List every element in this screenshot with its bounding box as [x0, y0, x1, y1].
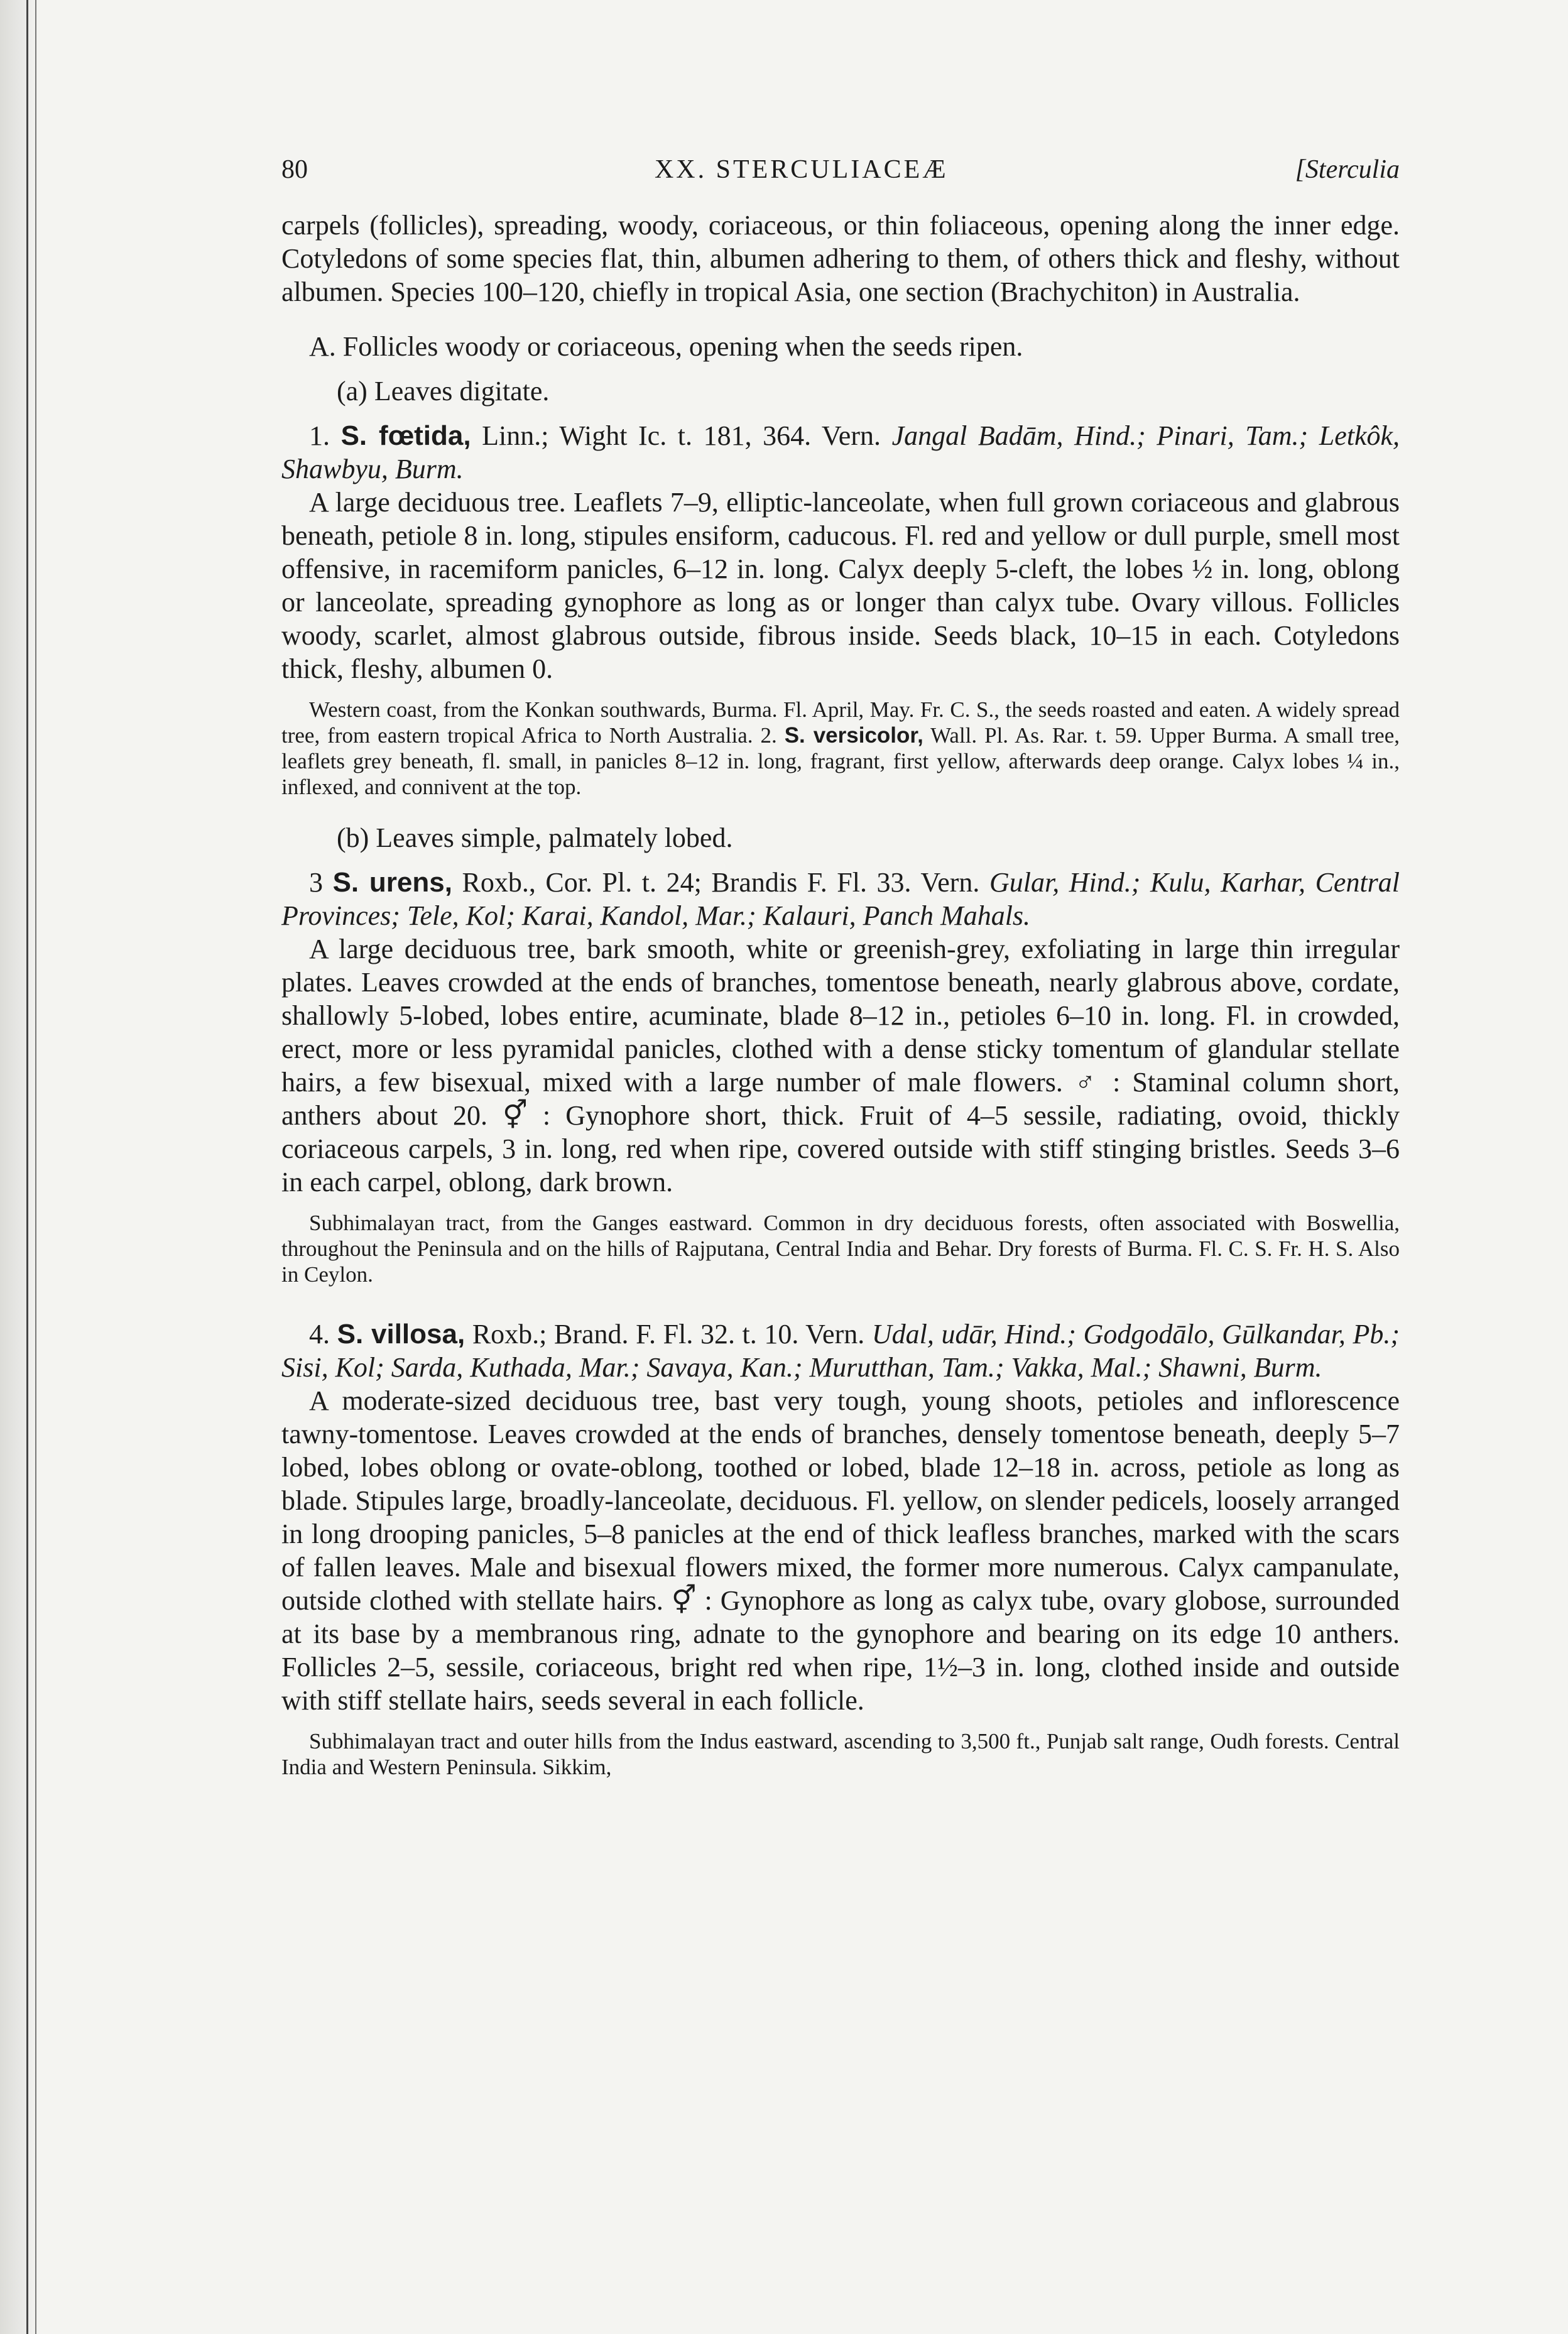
species-name: S. villosa,: [337, 1319, 466, 1350]
species-3-distribution: Subhimalayan tract, from the Ganges eastward. Common in dry deciduous forests, often associated with Boswellia, throughout the Peninsula and on the hills of Rajputana, Central India and Behar. Dry forests of Burma. Fl. C. S. Fr. H. S. Also in Ceylon.: [281, 1211, 1400, 1287]
note-text: Wall. Pl. As. Rar. t. 59. Upper Burma. A small tree, leaflets grey beneath, fl. small, in panicles 8–12 in. long, fragrant, first yellow, afterwards deep orange. Calyx lobes ¼ in., inflexed, and connivent at the top.: [281, 723, 1400, 799]
species-4-distribution: Subhimalayan tract and outer hills from the Indus eastward, ascending to 3,500 ft., Punjab salt range, Oudh forests. Central India and Western Peninsula. Sikkim,: [281, 1729, 1400, 1779]
note-number: 2.: [760, 723, 777, 748]
page-header: [281, 155, 1400, 185]
binding-edge-line-inner: [35, 0, 36, 2334]
note-species-name: S. versicolor,: [784, 723, 923, 748]
species-4-heading: [281, 1317, 1400, 1384]
species-vernacular: Gular, Hind.; Kulu, Karhar, Central Provinces; Tele, Kol; Karai, Kandol, Mar.; Kalauri, Panch Mahals.: [281, 867, 1400, 931]
binding-edge-line: [26, 0, 28, 2334]
species-vernacular: Udal, udār, Hind.; Godgodālo, Gūlkandar, Pb.; Sisi, Kol; Sarda, Kuthada, Mar.; Savaya, Kan.; Murutthan, Tam.; Vakka, Mal.; Shawni, Burm.: [281, 1319, 1400, 1383]
species-1-heading: [281, 419, 1400, 486]
page-number: 80: [281, 155, 308, 184]
subsection-heading-b: (b) Leaves simple, palmately lobed.: [337, 822, 733, 853]
species-1-description: A large deciduous tree. Leaflets 7–9, elliptic-lanceolate, when full grown coriaceous and glabrous beneath, petiole 8 in. long, stipules ensiform, caducous. Fl. red and yellow or dull purple, smell most offensive, in racemiform panicles, 6–12 in. long. Calyx deeply 5-cleft, the lobes ½ in. long, oblong or lanceolate, spreading gynophore as long as or longer than calyx tube. Ovary villous. Follicles woody, scarlet, almost glabrous outside, fibrous inside. Seeds black, 10–15 in each. Cotyledons thick, fleshy, albumen 0.: [281, 487, 1400, 684]
species-citation: Roxb., Cor. Pl. t. 24; Brandis F. Fl. 33. Vern.: [462, 867, 980, 898]
species-1-distribution: [281, 697, 1400, 800]
species-number: 3: [309, 867, 323, 898]
species-name: S. fœtida,: [340, 420, 471, 451]
species-citation: Linn.; Wight Ic. t. 181, 364. Vern.: [482, 420, 881, 451]
page-binding-shadow: [0, 0, 40, 2334]
section-heading-a: A. Follicles woody or coriaceous, opening when the seeds ripen.: [309, 331, 1023, 362]
subsection-heading-a: (a) Leaves digitate.: [337, 376, 550, 406]
chapter-title: XX. STERCULIACEÆ: [654, 155, 949, 184]
species-name: S. urens,: [332, 867, 452, 898]
intro-paragraph: carpels (follicles), spreading, woody, coriaceous, or thin foliaceous, opening along the inner edge. Cotyledons of some species flat, thin, albumen adhering to them, of others thick and fleshy, without albumen. Species 100–120, chiefly in tropical Asia, one section (Brachychiton) in Australia.: [281, 210, 1400, 307]
species-3-description: A large deciduous tree, bark smooth, white or greenish-grey, exfoliating in large thin irregular plates. Leaves crowded at the ends of branches, tomentose beneath, nearly glabrous above, cordate, shallowly 5-lobed, lobes entire, acuminate, blade 8–12 in., petioles 6–10 in. long. Fl. in crowded, erect, more or less pyramidal panicles, clothed with a dense sticky tomentum of glandular stellate hairs, a few bisexual, mixed with a large number of male flowers. ♂ : Staminal column short, anthers about 20. ⚥ : Gynophore short, thick. Fruit of 4–5 sessile, radiating, ovoid, thickly coriaceous carpels, 3 in. long, red when ripe, covered outside with stiff stinging bristles. Seeds 3–6 in each carpel, oblong, dark brown.: [281, 934, 1400, 1197]
species-vernacular: Jangal Badām, Hind.; Pinari, Tam.; Letkôk, Shawbyu, Burm.: [281, 420, 1400, 484]
species-3-heading: [281, 866, 1400, 932]
species-number: 1.: [309, 420, 330, 451]
species-4-description: A moderate-sized deciduous tree, bast very tough, young shoots, petioles and inflorescence tawny-tomentose. Leaves crowded at the ends of branches, densely tomentose beneath, deeply 5–7 lobed, lobes oblong or ovate-oblong, toothed or lobed, blade 12–18 in. across, petiole as long as blade. Stipules large, broadly-lanceolate, deciduous. Fl. yellow, on slender pedicels, loosely arranged in long drooping panicles, 5–8 panicles at the end of thick leafless branches, marked with the scars of fallen leaves. Male and bisexual flowers mixed, the former more numerous. Calyx campanulate, outside clothed with stellate hairs. ⚥ : Gynophore as long as calyx tube, ovary globose, surrounded at its base by a membranous ring, adnate to the gynophore and bearing on its edge 10 anthers. Follicles 2–5, sessile, coriaceous, bright red when ripe, 1½–3 in. long, clothed inside and outside with stiff stellate hairs, seeds several in each follicle.: [281, 1385, 1400, 1716]
running-head: [Sterculia: [1295, 155, 1400, 184]
distribution-text: Western coast, from the Konkan southwards, Burma. Fl. April, May. Fr. C. S., the seeds roasted and eaten. A widely spread tree, from eastern tropical Africa to North Australia.: [281, 697, 1400, 748]
book-page: [281, 155, 1400, 1780]
species-number: 4.: [309, 1319, 330, 1350]
species-citation: Roxb.; Brand. F. Fl. 32. t. 10. Vern.: [472, 1319, 865, 1350]
